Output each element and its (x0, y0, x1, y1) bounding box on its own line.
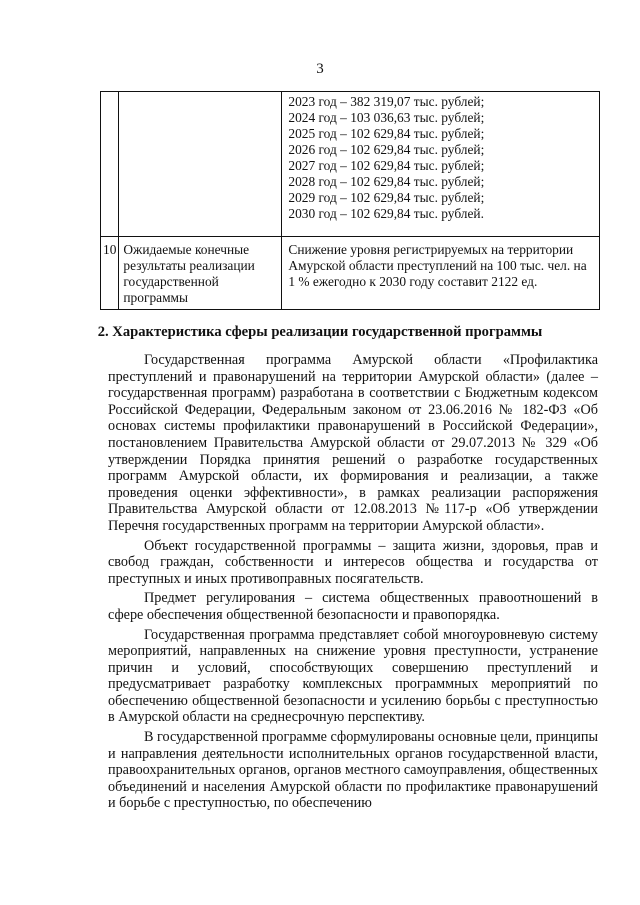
financing-line-2029: 2029 год – 102 629,84 тыс. рублей; (288, 190, 485, 205)
section-title: 2. Характеристика сферы реализации государственной программы (97, 324, 543, 340)
financing-line-2025: 2025 год – 102 629,84 тыс. рублей; (288, 126, 485, 141)
financing-line-2030: 2030 год – 102 629,84 тыс. рублей. (288, 206, 484, 221)
financing-by-year-cell (282, 92, 600, 237)
page-number: 3 (316, 61, 324, 77)
financing-line-2028: 2028 год – 102 629,84 тыс. рублей; (288, 174, 485, 189)
program-passport-table (100, 91, 600, 310)
table-row-expected-results (101, 237, 600, 310)
paragraph: Государственная программа Амурской области «Профилактика преступлений и правонарушений на территории Амурской области» (далее – государственная программ) разработана в соответствии с Бюджетным кодексом Российской Федерации, Федеральным законом от 23.06.2016 № 182-ФЗ «Об основах системы профилактики правонарушений в Российской Федерации», постановлением Правительства Амурской области от 29.07.2013 № 329 «Об утверждении Порядка принятия решений о разработке государственных программ Амурской области, их формирования и реализации, а также проведения оценки эффективности», в рамках реализации распоряжения Правительства Амурской области от 12.08.2013 №117-р «Об утверждении Перечня государственных программ на территории Амурской области». (108, 352, 598, 534)
table-row-financing (101, 92, 600, 237)
row-number-cell: 10 (101, 237, 119, 310)
financing-line-2023: 2023 год – 382 319,07 тыс. рублей; (288, 94, 485, 109)
paragraph: Предмет регулирования – система общественных правоотношений в сфере обеспечения общественной безопасности и правопорядка. (108, 590, 598, 623)
paragraph: Государственная программа представляет собой многоуровневую систему мероприятий, направленных на снижение уровня преступности, устранение причин и условий, способствующих совершению преступлений и предусматривает разработку комплексных программных мероприятий по обеспечению общественной безопасности и усилению борьбы с преступностью в Амурской области на среднесрочную перспективу. (108, 626, 598, 726)
row-number-cell (101, 92, 119, 237)
paragraph: Объект государственной программы – защита жизни, здоровья, прав и свобод граждан, собственности и интересов общества и государства от преступных и иных противоправных посягательств. (108, 537, 598, 587)
row-name-cell (119, 92, 282, 237)
expected-results-cell: Снижение уровня регистрируемых на территории Амурской области преступлений на 100 тыс. чел. на 1 % ежегодно к 2030 году составит 2122 ед. (282, 237, 600, 310)
row-name-cell: Ожидаемые конечные результаты реализации государственной программы (119, 237, 282, 310)
paragraph: В государственной программе сформулированы основные цели, принципы и направления деятельности исполнительных органов государственной власти, правоохранительных органов, органов местного самоуправления, общественных объединений и населения Амурской области по профилактике правонарушений и борьбе с преступностью, по обеспечению (108, 729, 599, 812)
financing-line-2024: 2024 год – 103 036,63 тыс. рублей; (288, 110, 485, 125)
financing-line-2027: 2027 год – 102 629,84 тыс. рублей; (288, 158, 485, 173)
section-body (108, 352, 598, 815)
financing-line-2026: 2026 год – 102 629,84 тыс. рублей; (288, 142, 485, 157)
